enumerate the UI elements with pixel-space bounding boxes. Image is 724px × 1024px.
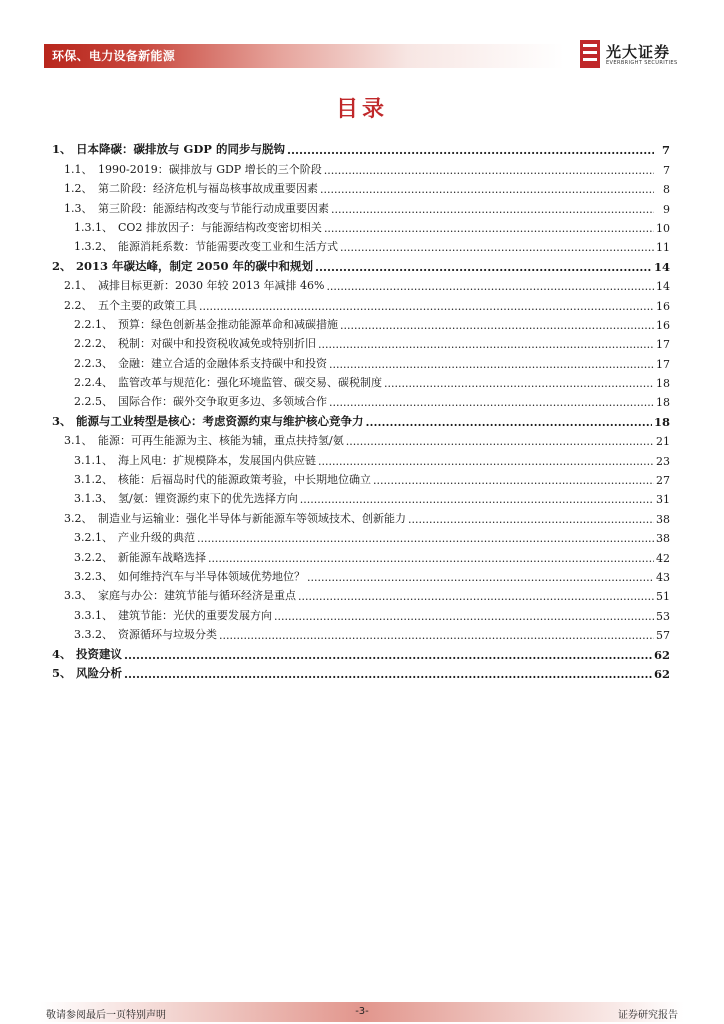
toc-entry-page: 16 [656,318,670,332]
logo-mark-icon [580,40,600,68]
toc-entry[interactable] [52,506,670,525]
toc-dot-leader [199,300,654,313]
toc-dot-leader [366,415,652,429]
toc-entry-number: 3.1.2、 [74,473,113,487]
toc-entry-page: 38 [656,532,670,546]
toc-entry-page: 31 [656,493,670,507]
toc-entry[interactable] [52,526,670,545]
toc-entry[interactable] [52,216,670,235]
toc-entry-number: 4、 [52,646,72,661]
toc-entry[interactable] [52,138,670,157]
toc-entry-number: 3.2.2、 [74,550,113,564]
toc-entry-number: 2.2.2、 [74,337,113,351]
toc-entry-title: 海上风电：扩规模降本，发展国内供应链 [118,453,316,467]
toc-entry-page: 14 [653,259,670,274]
toc-entry[interactable] [52,409,670,428]
toc-entry-number: 3.2.3、 [74,569,113,583]
toc-entry-title: 制造业与运输业：强化半导体与新能源车等领域技术、创新能力 [98,511,406,525]
toc-dot-leader [373,474,654,487]
toc-entry-page: 8 [663,183,670,197]
footer-report-type: 证券研究报告 [618,1010,678,1021]
toc-entry[interactable] [52,545,670,564]
toc-entry-number: 2.2.4、 [74,376,113,390]
toc-entry-page: 7 [661,143,670,158]
toc-entry[interactable] [52,332,670,351]
table-of-contents [52,138,670,681]
toc-dot-leader [324,164,654,177]
toc-dot-leader [318,455,654,468]
toc-entry-page: 18 [656,396,670,410]
toc-entry-number: 2.2.3、 [74,356,113,370]
toc-entry-number: 1.2、 [64,182,93,196]
toc-entry-title: 能源消耗系数：节能需要改变工业和生活方式 [118,240,338,254]
toc-entry-title: 税制：对碳中和投资税收减免或特别折旧 [118,337,316,351]
toc-entry[interactable] [52,254,670,273]
toc-dot-leader [197,532,654,545]
toc-entry-page: 27 [656,474,670,488]
toc-entry-title: 2013 年碳达峰，制定 2050 年的碳中和规划 [76,258,314,273]
toc-dot-leader [329,396,654,409]
toc-entry-page: 17 [656,357,670,371]
toc-entry-number: 3.2.1、 [74,531,113,545]
toc-dot-leader [324,222,654,235]
toc-entry-page: 43 [656,570,670,584]
toc-dot-leader [320,183,654,196]
toc-entry-title: 能源：可再生能源为主、核能为辅，重点扶持氢/氨 [98,434,344,448]
toc-entry-title: CO2 排放因子：与能源结构改变密切相关 [118,220,322,234]
toc-entry-title: 监管改革与规范化：强化环境监管、碳交易、碳税制度 [118,376,382,390]
toc-entry-title: 国际合作：碳外交争取更多边、多领域合作 [118,395,327,409]
toc-dot-leader [274,610,654,623]
toc-entry-page: 14 [656,280,670,294]
toc-entry-page: 51 [656,590,670,604]
toc-dot-leader [346,435,654,448]
toc-dot-leader [124,648,652,662]
toc-entry-page: 16 [656,299,670,313]
toc-entry[interactable] [52,448,670,467]
toc-entry-number: 1、 [52,142,72,157]
toc-entry-number: 3.3.1、 [74,608,113,622]
toc-entry-page: 9 [663,202,670,216]
toc-entry-title: 建筑节能：光伏的重要发展方向 [118,608,272,622]
toc-entry-number: 1.3、 [64,201,93,215]
toc-dot-leader [329,358,654,371]
toc-entry-number: 2.2、 [64,298,93,312]
toc-entry-title: 预算：绿色创新基金推动能源革命和减碳措施 [118,317,338,331]
toc-entry-title: 减排目标更新：2030 年较 2013 年减排 46% [98,279,325,293]
toc-entry-page: 42 [656,551,670,565]
toc-entry-page: 21 [656,435,670,449]
toc-entry[interactable] [52,196,670,215]
toc-dot-leader [340,241,654,254]
toc-entry[interactable] [52,274,670,293]
toc-entry-page: 53 [656,609,670,623]
toc-entry[interactable] [52,351,670,370]
toc-dot-leader [300,493,654,506]
toc-entry-page: 10 [656,221,670,235]
toc-dot-leader [287,143,654,157]
toc-dot-leader [315,260,652,274]
toc-entry-page: 57 [656,629,670,643]
toc-entry-title: 五个主要的政策工具 [98,298,197,312]
toc-entry[interactable] [52,642,670,661]
toc-entry[interactable] [52,371,670,390]
toc-entry-number: 2.2.5、 [74,395,113,409]
toc-entry-number: 1.1、 [64,162,93,176]
toc-entry[interactable] [52,487,670,506]
toc-dot-leader [318,338,654,351]
toc-entry[interactable] [52,235,670,254]
toc-entry-number: 3.1.3、 [74,492,113,506]
toc-entry-title: 投资建议 [76,646,122,661]
toc-entry-title: 风险分析 [76,665,122,680]
toc-entry-page: 18 [653,414,670,429]
toc-dot-leader [384,377,654,390]
toc-entry[interactable] [52,313,670,332]
logo-chinese-name: 光大证券 [606,43,671,61]
toc-entry-number: 3.3.2、 [74,628,113,642]
toc-entry-title: 日本降碳：碳排放与 GDP 的同步与脱钩 [76,142,285,157]
toc-dot-leader [298,590,654,603]
toc-entry[interactable] [52,157,670,176]
toc-dot-leader [408,513,654,526]
toc-dot-leader [331,203,654,216]
toc-entry[interactable] [52,565,670,584]
toc-entry-number: 1.3.2、 [74,240,113,254]
toc-entry-page: 62 [653,666,670,681]
page-title: 目录 [335,97,388,122]
toc-dot-leader [307,571,654,584]
toc-entry[interactable] [52,603,670,622]
toc-entry-number: 3、 [52,413,72,428]
toc-entry-page: 62 [653,647,670,662]
toc-entry-title: 能源与工业转型是核心：考虑资源约束与维护核心竞争力 [76,413,364,428]
company-logo [580,38,690,72]
toc-entry-number: 3.2、 [64,511,93,525]
toc-entry[interactable] [52,623,670,642]
toc-entry-title: 核能：后福岛时代的能源政策考验，中长期地位确立 [118,473,371,487]
toc-dot-leader [124,667,652,681]
toc-entry-number: 3.3、 [64,589,93,603]
toc-entry-page: 18 [656,377,670,391]
toc-dot-leader [340,319,654,332]
toc-entry[interactable] [52,468,670,487]
toc-entry-number: 2.1、 [64,279,93,293]
toc-entry-page: 23 [656,454,670,468]
footer-page-number: -3- [355,1006,369,1017]
toc-entry-title: 第三阶段：能源结构改变与节能行动成重要因素 [98,201,329,215]
toc-entry-number: 3.1、 [64,434,93,448]
toc-entry[interactable] [52,390,670,409]
toc-entry-title: 1990-2019：碳排放与 GDP 增长的三个阶段 [98,162,322,176]
toc-entry-title: 产业升级的典范 [118,531,195,545]
toc-entry-title: 氢/氨：锂资源约束下的优先选择方向 [118,492,298,506]
toc-entry-number: 2.2.1、 [74,317,113,331]
footer-disclaimer: 敬请参阅最后一页特别声明 [46,1010,166,1021]
toc-entry-title: 第二阶段：经济危机与福岛核事故成重要因素 [98,182,318,196]
toc-entry[interactable] [52,584,670,603]
toc-entry-number: 3.1.1、 [74,453,113,467]
toc-dot-leader [208,552,654,565]
logo-english-name: EVERBRIGHT SECURITIES [606,60,678,66]
toc-entry-page: 11 [656,241,670,255]
toc-entry-title: 资源循环与垃圾分类 [118,628,217,642]
header-section-label: 环保、电力设备新能源 [52,49,176,63]
toc-entry-title: 如何维持汽车与半导体领域优势地位？ [118,569,305,583]
toc-entry-number: 1.3.1、 [74,220,113,234]
toc-entry[interactable] [52,662,670,681]
toc-entry-number: 5、 [52,665,72,680]
toc-entry-page: 7 [663,163,670,177]
toc-dot-leader [326,280,654,293]
toc-entry-title: 新能源车战略选择 [118,550,206,564]
toc-entry[interactable] [52,177,670,196]
toc-entry-number: 2、 [52,258,72,273]
toc-entry[interactable] [52,429,670,448]
toc-entry[interactable] [52,293,670,312]
toc-entry-page: 17 [656,338,670,352]
toc-dot-leader [219,629,654,642]
toc-entry-title: 家庭与办公：建筑节能与循环经济是重点 [98,589,296,603]
toc-entry-title: 金融：建立合适的金融体系支持碳中和投资 [118,356,327,370]
toc-entry-page: 38 [656,512,670,526]
